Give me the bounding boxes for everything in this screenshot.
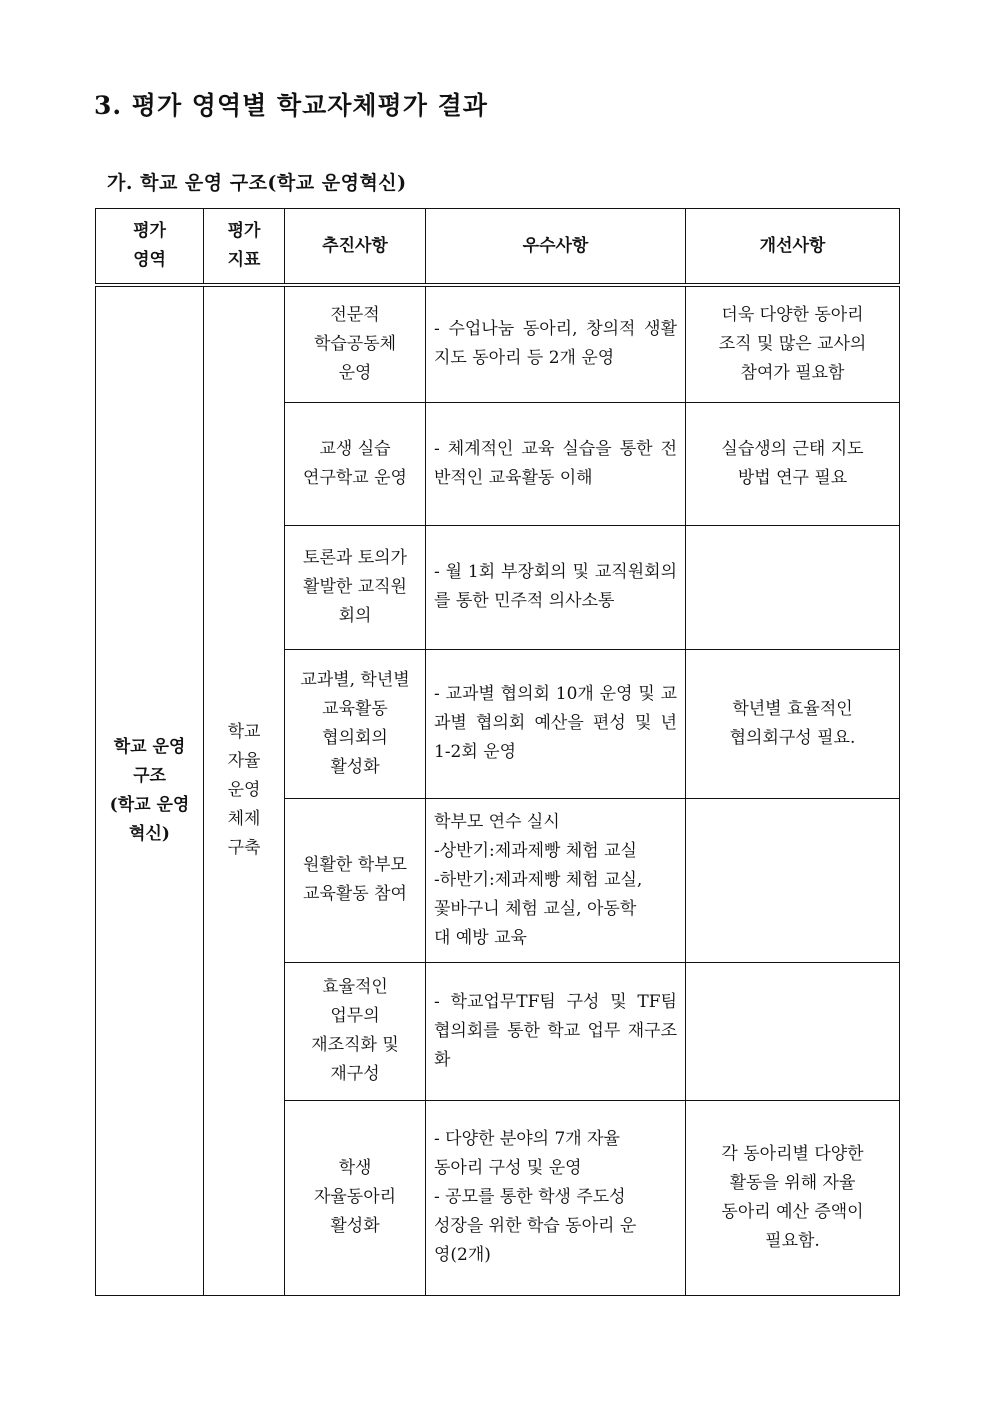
item-cell: 원활한 학부모 교육활동 참여 [285,798,426,962]
header-area: 평가 영역 [96,209,204,286]
item-cell: 교생 실습 연구학교 운영 [285,402,426,525]
improvement-cell: 실습생의 근태 지도 방법 연구 필요 [686,402,900,525]
item-cell: 교과별, 학년별 교육활동 협의회의 활성화 [285,649,426,798]
item-cell: 토론과 토의가 활발한 교직원 회의 [285,525,426,649]
item-cell: 전문적 학습공동체 운영 [285,285,426,402]
excellent-cell: - 다양한 분야의 7개 자율 동아리 구성 및 운영 - 공모를 통한 학생 주도성 성장을 위한 학습 동아리 운 영(2개) [426,1100,686,1295]
header-excellent: 우수사항 [426,209,686,286]
excellent-cell: - 월 1회 부장회의 및 교직원회의를 통한 민주적 의사소통 [426,525,686,649]
table-row [96,285,900,402]
header-item: 추진사항 [285,209,426,286]
improvement-cell: 각 동아리별 다양한 활동을 위해 자율 동아리 예산 증액이 필요함. [686,1100,900,1295]
table-header-row [96,209,900,286]
improvement-cell [686,798,900,962]
item-cell: 효율적인 업무의 재조직화 및 재구성 [285,962,426,1100]
excellent-cell: - 교과별 협의회 10개 운영 및 교과별 협의회 예산을 편성 및 년 1-2회 운영 [426,649,686,798]
improvement-cell: 더욱 다양한 동아리 조직 및 많은 교사의 참여가 필요함 [686,285,900,402]
indicator-cell: 학교 자율 운영 체제 구축 [204,285,285,1295]
improvement-cell: 학년별 효율적인 협의회구성 필요. [686,649,900,798]
excellent-cell: - 체계적인 교육 실습을 통한 전반적인 교육활동 이해 [426,402,686,525]
header-improvement: 개선사항 [686,209,900,286]
header-indicator: 평가 지표 [204,209,285,286]
evaluation-table [95,208,900,1296]
section-heading: 3. 평가 영역별 학교자체평가 결과 [94,91,488,120]
excellent-cell: - 수업나눔 동아리, 창의적 생활지도 동아리 등 2개 운영 [426,285,686,402]
improvement-cell [686,962,900,1100]
area-cell: 학교 운영 구조 (학교 운영 혁신) [96,285,204,1295]
excellent-cell: - 학교업무TF팀 구성 및 TF팀 협의회를 통한 학교 업무 재구조화 [426,962,686,1100]
excellent-cell: 학부모 연수 실시 -상반기:제과제빵 체험 교실 -하반기:제과제빵 체험 교실, 꽃바구니 체험 교실, 아동학 대 예방 교육 [426,798,686,962]
item-cell: 학생 자율동아리 활성화 [285,1100,426,1295]
subsection-heading: 가. 학교 운영 구조(학교 운영혁신) [107,172,407,194]
improvement-cell [686,525,900,649]
